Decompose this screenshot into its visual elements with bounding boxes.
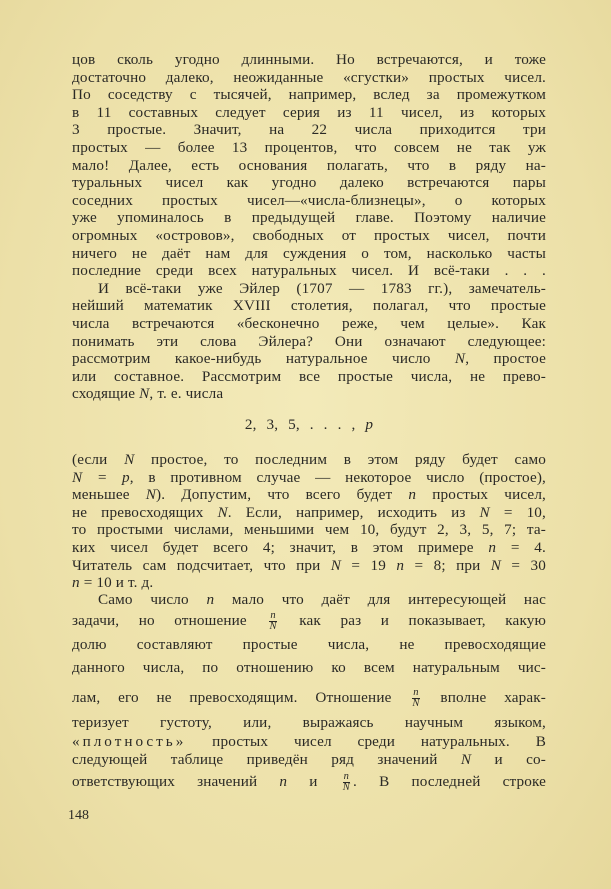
math-variable: n xyxy=(396,556,405,574)
text-line xyxy=(72,385,546,403)
text-line xyxy=(72,227,546,245)
text-line xyxy=(72,486,546,504)
text-line xyxy=(72,121,546,139)
text-run: По соседству с тысячей, например, вслед за промежутком xyxy=(72,86,546,104)
text-line xyxy=(72,714,546,732)
text-run: 2, 3, 5, . . . , xyxy=(244,416,366,433)
text-line xyxy=(72,504,546,522)
text-run: теризует густоту, или, выражаясь научным языком, xyxy=(72,714,546,731)
text-line xyxy=(98,280,546,298)
fraction-n-over-N xyxy=(343,772,350,793)
text-line xyxy=(72,104,546,122)
text-run: туральных чисел как угодно далеко встречаются пары xyxy=(72,174,546,192)
text-run: цов сколь угодно длинными. Но встречаются, и тоже xyxy=(72,51,546,68)
text-run: или составное. Рассмотрим все простые числа, не прево- xyxy=(72,367,546,385)
fraction-n-over-N xyxy=(412,688,419,709)
text-run: простое, то последним в этом ряду будет само xyxy=(134,451,546,468)
text-run: = 10, xyxy=(489,503,546,521)
text-run: ). Допустим, что всего будет xyxy=(156,486,409,504)
math-variable: N = p xyxy=(72,468,130,486)
text-run: лам, его не превосходящим. Отношение xyxy=(72,688,410,706)
text-line xyxy=(72,69,546,87)
text-line xyxy=(72,610,547,632)
fraction-denominator: N xyxy=(412,698,420,709)
math-variable: n xyxy=(206,591,215,608)
text-run: числа встречаются «бесконечно реже, чем целые». Как xyxy=(72,315,546,332)
text-run: И всё-таки уже Эйлер (1707 — 1783 гг.), замечатель- xyxy=(98,279,546,297)
text-run: = 19 xyxy=(341,556,397,574)
text-line xyxy=(98,591,546,609)
text-line xyxy=(72,86,546,104)
text-run: и со- xyxy=(471,751,546,768)
text-line xyxy=(72,315,546,333)
text-line xyxy=(72,174,546,192)
text-run: ответствующих значений xyxy=(72,772,280,790)
math-variable: N xyxy=(479,503,490,521)
text-run: Читатель сам подсчитает, что при xyxy=(72,556,331,574)
text-line xyxy=(72,521,546,539)
text-line xyxy=(72,687,546,709)
text-run: нейший математик XVIII столетия, полагал, что простые xyxy=(72,297,546,315)
text-run: как раз и показывает, какую xyxy=(279,611,547,629)
text-run: рассмотрим какое-нибудь натуральное число xyxy=(72,350,455,368)
fraction-denominator: N xyxy=(269,621,277,632)
math-variable: n xyxy=(279,772,288,790)
text-line xyxy=(72,209,546,227)
text-line xyxy=(72,636,546,654)
text-line xyxy=(72,333,546,351)
fraction-numerator: n xyxy=(413,687,419,698)
text-line xyxy=(72,350,546,368)
text-run: , простое xyxy=(465,350,546,368)
text-line xyxy=(72,733,546,751)
math-variable: N xyxy=(139,385,150,403)
text-line xyxy=(72,192,546,210)
text-run: следующей таблице приведён ряд значений xyxy=(72,751,461,768)
formula-line xyxy=(72,416,546,434)
text-line xyxy=(72,297,546,315)
text-run: сходящие xyxy=(72,385,140,403)
fraction-numerator: n xyxy=(270,610,276,621)
math-variable: N xyxy=(490,556,502,574)
math-variable: n xyxy=(72,574,80,592)
fraction-denominator: N xyxy=(342,782,350,793)
text-run: вполне харак- xyxy=(422,688,546,706)
text-line xyxy=(72,771,546,793)
text-run: достаточно далеко, неожиданные «сгустки» простых чисел. xyxy=(72,68,546,86)
math-variable: N xyxy=(460,751,472,768)
text-run: 3 простые. Значит, на 22 числа приходится три xyxy=(72,121,546,139)
text-run: меньшее xyxy=(72,486,146,504)
text-line xyxy=(72,262,546,280)
text-run: = 4. xyxy=(496,539,546,556)
text-line xyxy=(72,659,546,677)
text-run: . В последней строке xyxy=(353,772,546,790)
math-variable: n xyxy=(488,539,497,556)
text-run: = 30 xyxy=(501,556,547,574)
text-line xyxy=(72,557,546,575)
text-run: понимать эти слова Эйлера? Они означают следующее: xyxy=(72,332,546,350)
text-run: . Если, например, исходить из xyxy=(227,503,480,521)
math-variable: n xyxy=(408,486,417,504)
text-run: ничего не даёт нам для суждения о том, насколько часты xyxy=(72,244,546,262)
fraction-n-over-N xyxy=(269,611,276,632)
text-line xyxy=(72,469,546,487)
text-run: простых чисел среди натуральных. В xyxy=(186,733,546,750)
text-run: мало что даёт для интересующей нас xyxy=(214,591,546,608)
text-line xyxy=(72,245,546,263)
text-run: задачи, но отношение xyxy=(72,611,267,629)
text-run: , в противном случае — некоторое число (простое), xyxy=(129,468,546,486)
math-variable: N xyxy=(145,486,157,504)
text-run: уже упоминалось в предыдущей главе. Поэтому наличие xyxy=(72,209,546,227)
text-line xyxy=(72,51,546,69)
text-run: долю составляют простые числа, не превосходящие xyxy=(72,636,546,653)
text-run: ких чисел будет всего 4; значит, в этом примере xyxy=(72,539,489,556)
text-run: (если xyxy=(72,451,125,468)
text-run: последние среди всех натуральных чисел. И всё-таки . . . xyxy=(72,262,546,280)
text-run: не превосходящих xyxy=(72,503,218,521)
text-run: = 8; при xyxy=(404,556,491,574)
fraction-numerator: n xyxy=(343,771,350,782)
math-variable: N xyxy=(124,451,135,468)
text-run: простых чисел, xyxy=(416,486,546,504)
math-variable: N xyxy=(217,503,228,521)
spaced-emphasis: «плотность» xyxy=(72,733,187,750)
text-line xyxy=(72,751,546,769)
math-variable: N xyxy=(330,556,342,574)
text-line xyxy=(72,157,546,175)
text-run: в 11 составных следует серия из 11 чисел, из которых xyxy=(72,103,546,121)
text-line xyxy=(72,451,546,469)
text-run: простых — более 13 процентов, что совсем не так уж xyxy=(72,139,546,156)
text-run: соседних простых чисел—«числа-близнецы», о которых xyxy=(72,191,546,209)
text-run: и xyxy=(287,772,340,790)
text-line xyxy=(72,539,546,557)
text-run: данного числа, по отношению ко всем натуральным чис- xyxy=(72,659,546,676)
text-run: , т. е. числа xyxy=(149,385,224,403)
text-run: = 10 и т. д. xyxy=(79,574,154,592)
math-variable: p xyxy=(365,416,374,433)
text-run: то простыми числами, меньшими чем 10, будут 2, 3, 5, 7; та- xyxy=(72,521,546,539)
text-line xyxy=(72,139,546,157)
math-variable: N xyxy=(454,350,466,368)
page-number: 148 xyxy=(68,808,89,823)
text-line xyxy=(72,368,546,386)
text-run: мало! Далее, есть основания полагать, что в ряду на- xyxy=(72,156,546,174)
text-run: огромных «островов», свободных от простых чисел, почти xyxy=(72,227,546,244)
text-run: Само число xyxy=(98,591,207,608)
text-line xyxy=(72,574,546,592)
